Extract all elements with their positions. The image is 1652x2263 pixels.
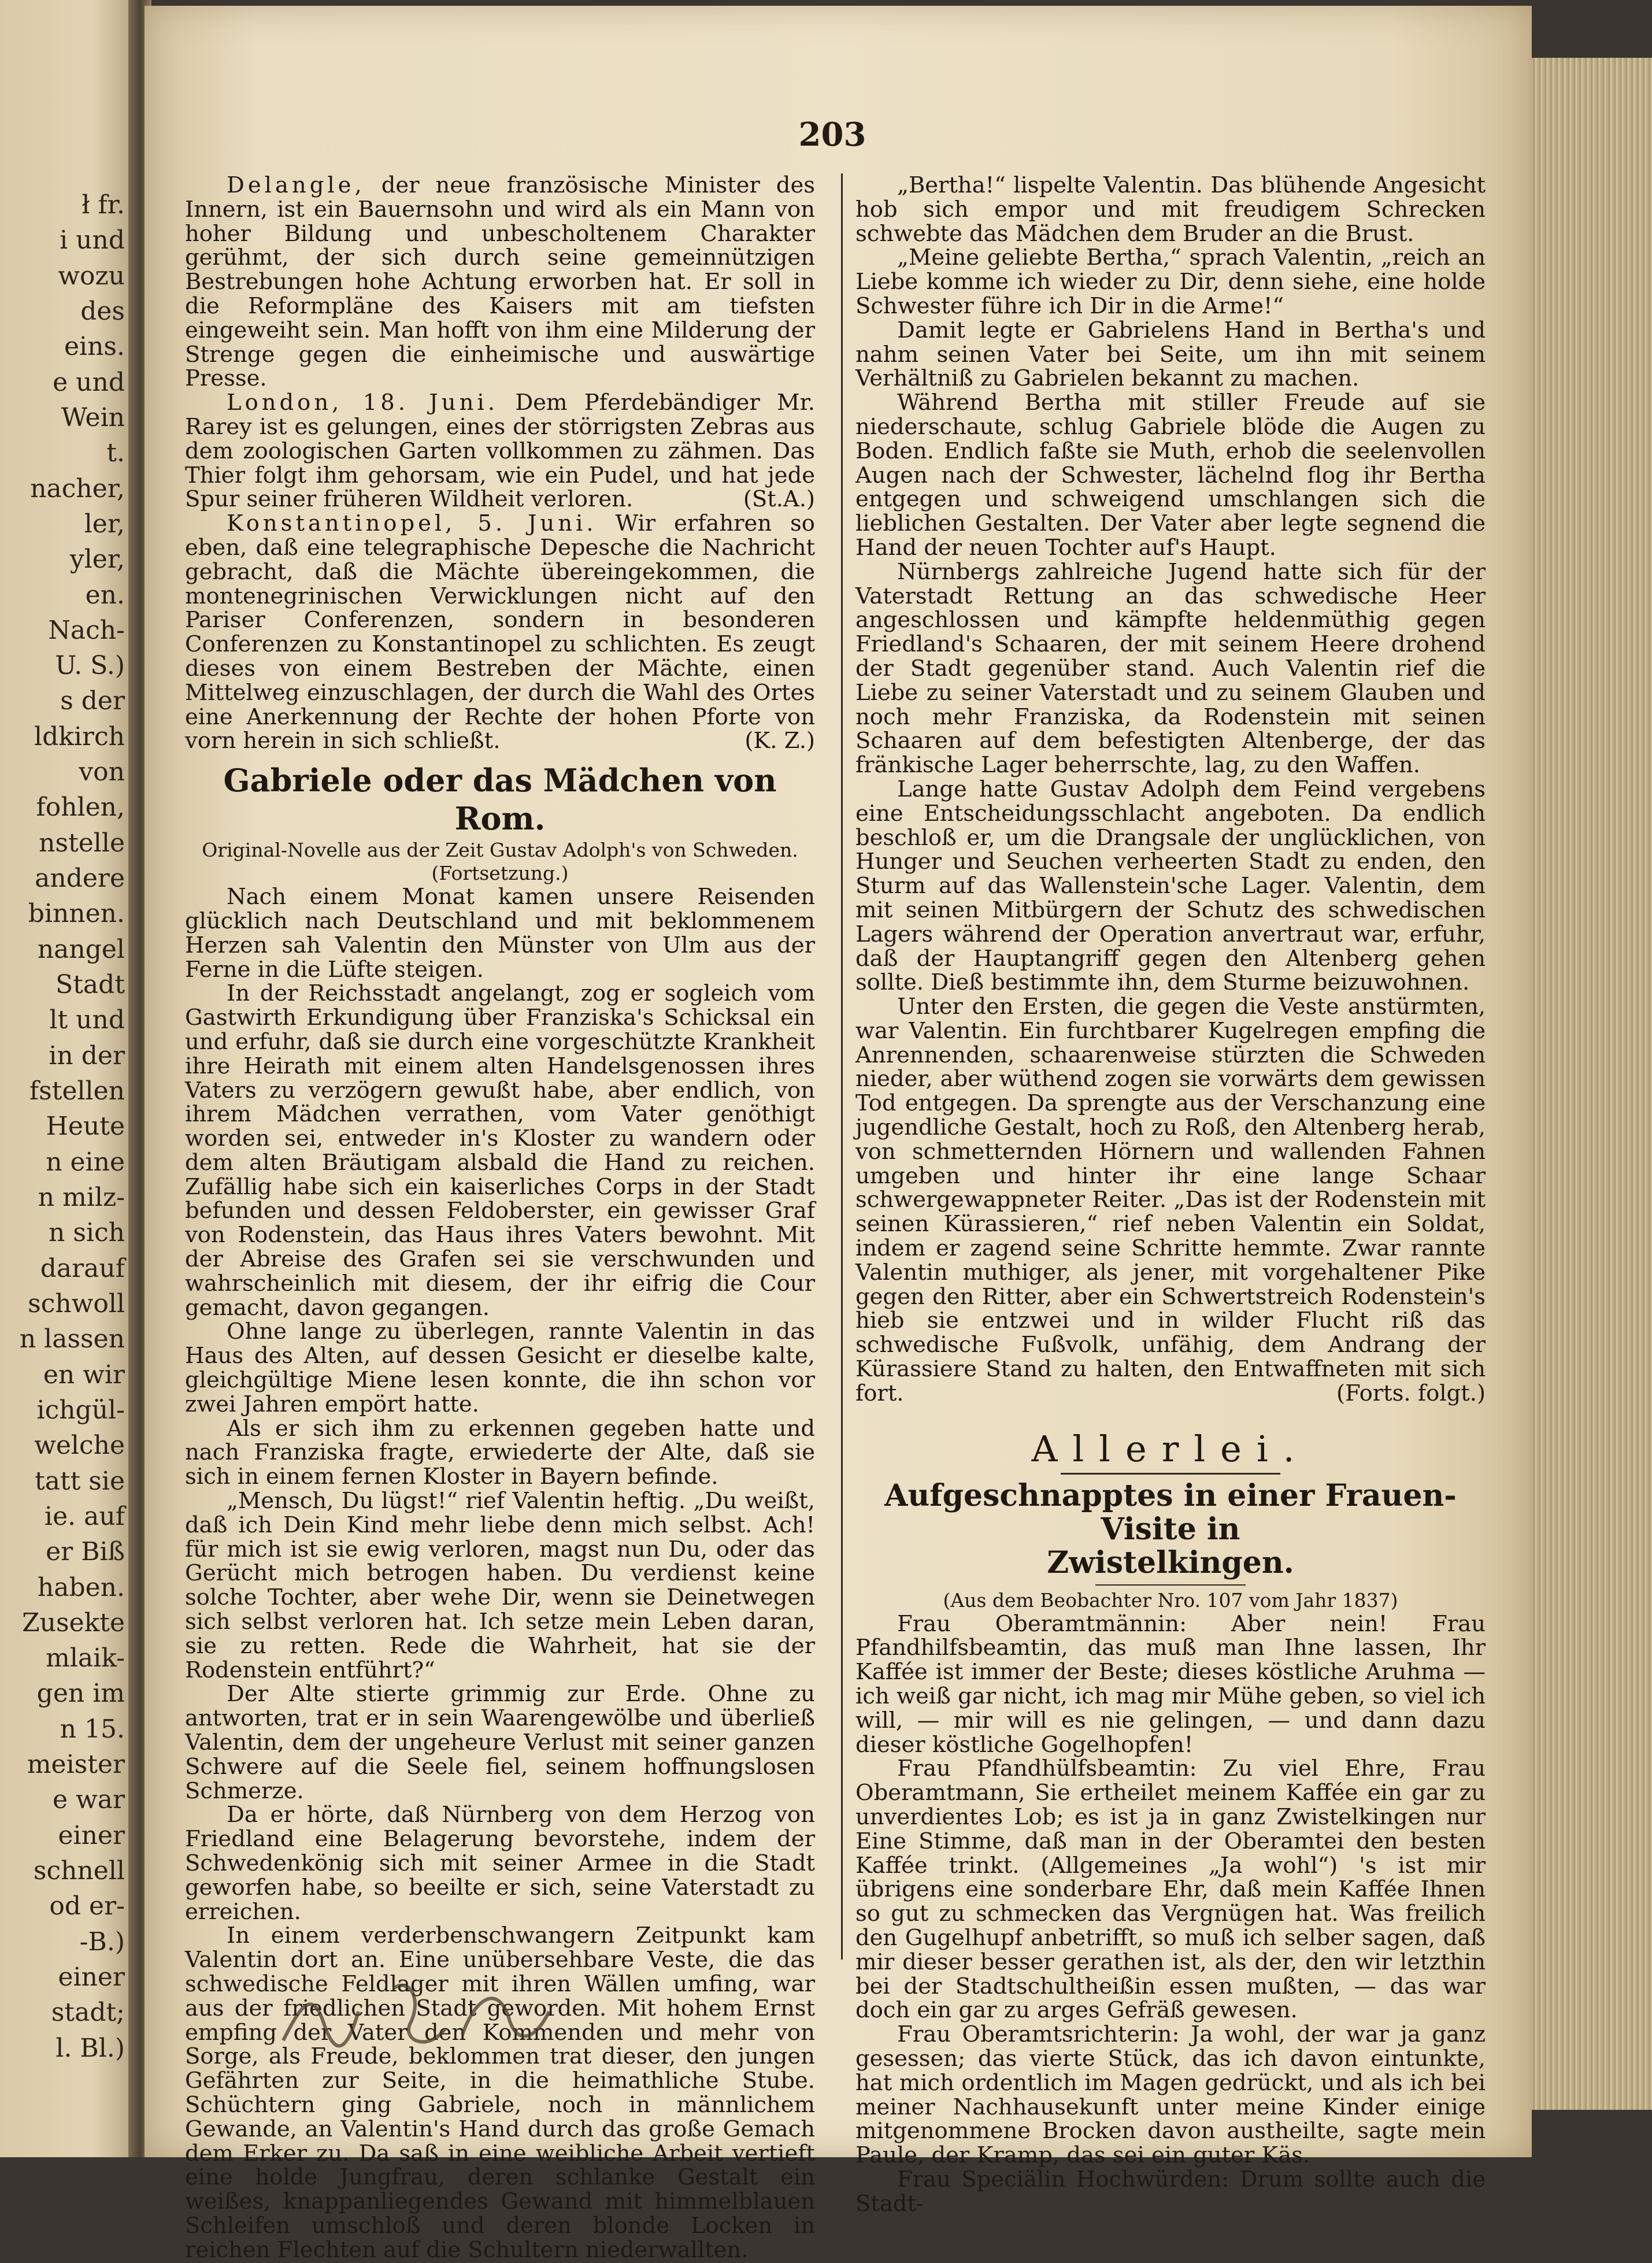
facing-page-fragment: ichgül- xyxy=(36,1395,125,1425)
right-column xyxy=(855,172,1486,2217)
news-text: Dem Pferdebändiger Mr. Rarey ist es gelungen, eines der störrigsten Zebras aus dem zoologischen Garten vollkommen zu zähmen. Das Thier folgt ihm gehorsam, wie ein Pudel, und hat jede Spur seiner früheren Wildheit verloren. xyxy=(185,390,815,513)
allerlei-rule xyxy=(1061,1473,1280,1475)
facing-page-edge xyxy=(0,0,133,2157)
dialogue-paragraph: Frau Pfandhülfsbeamtin: Zu viel Ehre, Frau Oberamtmann, Sie ertheilet meinem Kaffée ein gar zu unverdientes Lob; es ist ja in ganz Zwistelkingen nur Eine Stimme, daß man in der Oberamtei den besten Kaffée trinkt. (Allgemeines „Ja wohl“) 's ist mir übrigens eine sonderbare Ehr, daß mein Kaffée Ihnen so gut zu schmecken das Vergnügen hat. Was freilich den Gugelhupf anbetrifft, so muß ich selber sagen, daß mir dieser besser gerathen ist, als der, den wir letzthin bei der Stadtschultheißin essen mußten, — das war doch ein gar zu arges Gefräß gewesen. xyxy=(855,1755,1486,2024)
story-paragraph: Der Alte stierte grimmig zur Erde. Ohne zu antworten, trat er in sein Waarengewölbe und überließ Valentin, dem der ungeheure Verlust mit seiner ganzen Schwere auf die Seele fiel, seinem hoffnungslosen Schmerze. xyxy=(185,1681,815,1804)
news-text: Wir erfahren so eben, daß eine telegraphische Depesche die Nachricht gebracht, daß die Mächte übereingekommen, die montenegrinischen Verwicklungen nicht auf den Pariser Conferenzen, sondern in besonderen Conferenzen zu Konstantinopel zu schlichten. Es zeugt dieses von einem Bestreben der Mächte, einen Mittelweg einzuschlagen, der durch die Wahl des Ortes eine Anerkennung der Rechte der hohen Pforte von vorn herein in sich schließt. xyxy=(185,510,815,754)
news-item-konstantinopel xyxy=(185,512,815,753)
story-paragraph-final xyxy=(855,995,1486,1406)
allerlei-heading: Allerlei. xyxy=(1031,1427,1310,1470)
story-paragraph: Während Bertha mit stiller Freude auf sie niederschaute, schlug Gabriele blöde die Augen zu Boden. Endlich faßte sie Muth, erhob die seelenvollen Augen nach der Schwester, lächelnd flog ihr Bertha entgegen und schweigend umschlangen sich die lieblichen Gestalten. Der Vater aber legte segnend die Hand der neuen Tochter auf's Haupt. xyxy=(855,390,1486,561)
story-continued: (Fortsetzung.) xyxy=(431,862,569,885)
news-item-london xyxy=(185,391,815,512)
facing-page-fragment: mlaik- xyxy=(46,1643,125,1673)
facing-page-fragment: Wein xyxy=(61,402,125,432)
continued-note: (Forts. folgt.) xyxy=(1336,1380,1486,1406)
facing-page-fragment: fstellen xyxy=(29,1076,125,1106)
facing-page-fragment: ł fr. xyxy=(82,190,125,220)
story-paragraph: „Meine geliebte Bertha,“ sprach Valentin, „reich an Liebe komme ich wieder zu Dir, denn siehe, eine holde Schwester führe ich Dir in die Arme!“ xyxy=(855,245,1486,319)
facing-page-fragment: darauf xyxy=(40,1253,125,1283)
story-paragraph: Nach einem Monat kamen unsere Reisenden glücklich nach Deutschland und mit beklommenem Herzen sah Valentin den Münster von Ulm aus der Ferne in die Lüfte steigen. xyxy=(185,884,815,983)
facing-page-fragment: gen im xyxy=(36,1679,125,1709)
feature-title-rule xyxy=(1095,1584,1246,1586)
facing-page-fragment: l. Bl.) xyxy=(55,2033,125,2063)
facing-page-fragment: lt und xyxy=(49,1005,125,1035)
facing-page-fragment: od er- xyxy=(49,1891,125,1921)
facing-page-fragment: einer xyxy=(58,1820,125,1850)
page-number: 203 xyxy=(798,116,866,154)
handwritten-mark xyxy=(277,1954,578,2069)
facing-page-fragment: in der xyxy=(49,1040,125,1071)
facing-page-fragment: Zusekte xyxy=(22,1608,125,1638)
facing-page-fragment: t. xyxy=(106,438,125,468)
facing-page-fragment: ler, xyxy=(84,509,125,539)
facing-page-fragment: Stadt xyxy=(55,970,125,1000)
facing-page-fragment: von xyxy=(79,757,125,787)
facing-page-fragment: yler, xyxy=(69,545,125,575)
story-paragraph: Lange hatte Gustav Adolph dem Feind vergebens eine Entscheidungsschlacht angeboten. Da endlich beschloß er, um die Drangsale der unglücklichen, von Hunger und Seuchen verheerten Stadt zu enden, den Sturm auf das Wallenstein'sche Lager. Valentin, dem mit seinen Mitbürgern der Schutz des schwedischen Lagers während der Operation anvertraut war, erfuhr, daß der Hauptangriff gegen den Altenberg gehen sollte. Dieß bestimmte ihn, dem Sturme beizuwohnen. xyxy=(855,776,1486,996)
news-dateline: Konstantinopel, 5. Juni. xyxy=(227,510,597,537)
news-dateline: Delangle, xyxy=(227,172,365,198)
story-paragraph: „Bertha!“ lispelte Valentin. Das blühende Angesicht hob sich empor und mit freudigem Schrecken schwebte das Mädchen dem Bruder an die Brust. xyxy=(855,172,1486,247)
dialogue-paragraph: Frau Oberamtmännin: Aber nein! Frau Pfandhilfsbeamtin, das muß man Ihne lassen, Ihr Kaffée ist immer der Beste; dieses köstliche Aruhma — ich weiß gar nicht, ich mag mir Mühe geben, so viel ich will, — mir will es nie gelingen, — und dann dazu dieser köstliche Gogelhopfen! xyxy=(855,1610,1486,1758)
story-paragraph: In einem verderbenschwangern Zeitpunkt kam Valentin dort an. Eine unübersehbare Veste, die das schwedische Feldlager mit ihren Wällen umfing, war aus der friedlichen Stadt geworden. Mit hohem Ernst empfing der Vater den Kommenden und mehr von Sorge, als Freude, beklommen trat dieser, den jungen Gefährten zur Seite, in die heimathliche Stube. Schüchtern ging Gabriele, noch in männlichem Gewande, an Valentin's Hand durch das große Gemach dem Erker zu. Da saß in eine weibliche Arbeit vertieft eine holde Jungfrau, deren schlanke Gestalt ein weißes, knappanliegendes Gewand mit himmelblauen Schleifen umschloß und deren blonde Locken in reichen Flechten auf die Schultern niederwallten. xyxy=(185,1923,815,2263)
feature-source: (Aus dem Beobachter Nro. 107 vom Jahr 1837) xyxy=(943,1588,1398,1612)
facing-page-fragment: ie. auf xyxy=(45,1501,125,1531)
story-subtitle: Original-Novelle aus der Zeit Gustav Adolph's von Schweden. xyxy=(202,839,798,862)
story-paragraph: „Mensch, Du lügst!“ rief Valentin heftig. „Du weißt, daß ich Dein Kind mehr liebe denn mich selbst. Ach! für mich ist sie ewig verloren, magst nun Du, oder das Gerücht mich betrogen haben. Du verdienst keine solche Tochter, aber wehe Dir, wenn sie Deinetwegen sich selbst verloren hat. Ich setze mein Leben daran, sie zu retten. Rede die Wahrheit, hat sie der Rodenstein entführt?“ xyxy=(185,1488,815,1683)
facing-page-fragment: welche xyxy=(34,1431,125,1461)
left-column xyxy=(185,172,815,2263)
facing-page-fragment: wozu xyxy=(58,261,125,291)
facing-page-fragment: schwoll xyxy=(28,1288,125,1318)
facing-page-fragment: en. xyxy=(85,580,125,610)
news-source: (K. Z.) xyxy=(744,728,815,754)
news-source: (St.A.) xyxy=(743,486,815,513)
story-paragraph: Nürnbergs zahlreiche Jugend hatte sich für der Vaterstadt Rettung an das schwedische Heer angeschlossen und kämpfte heldenmüthig gegen Friedland's Schaaren, der mit seinem Heere drohend der Stadt gegenüber stand. Auch Valentin rief die Liebe zu seiner Vaterstadt und zu seinem Glauben und noch mehr Franziska, da Rodenstein mit seinen Schaaren auf dem befestigten Altenberge, der das fränkische Lager beherrschte, lag, zu den Waffen. xyxy=(855,558,1486,779)
story-paragraph: Da er hörte, daß Nürnberg von dem Herzog von Friedland eine Belagerung bevorstehe, indem der Schwedenkönig sich mit seiner Armee in die Stadt geworfen habe, so beeilte er sich, seine Vaterstadt zu erreichen. xyxy=(185,1802,815,1925)
facing-page-fragment: haben. xyxy=(37,1572,125,1602)
story-paragraph: Ohne lange zu überlegen, rannte Valentin in das Haus des Alten, auf dessen Gesicht er dieselbe kalte, gleichgültige Miene lesen konnte, die ihn schon vor zwei Jahren empört hatte. xyxy=(185,1318,815,1417)
facing-page-fragment: i und xyxy=(60,225,125,255)
dialogue-paragraph: Frau Oberamtsrichterin: Ja wohl, der war ja ganz gesessen; das vierte Stück, das ich davon eintunkte, hat mich ordentlich im Magen gedrückt, und als ich bei meiner Nachhausekunft unter meine Kinder einige mitgenommene Brocken davon austheilte, sagte mein Paule, der Kramp, das sei ein guter Käs. xyxy=(855,2021,1486,2169)
facing-page-fragment: s der xyxy=(60,686,125,716)
facing-page-fragment: Nach- xyxy=(48,615,125,645)
facing-page-fragment: einer xyxy=(58,1962,125,1992)
facing-page-fragment: nacher, xyxy=(30,473,125,503)
facing-page-fragment: -B.) xyxy=(79,1927,125,1957)
news-item-delangle xyxy=(185,173,815,391)
story-paragraph-text: Unter den Ersten, die gegen die Veste anstürmten, war Valentin. Ein furchtbarer Kugelregen empfing die Anrennenden, schaarenweise stürzten die Schweden nieder, aber wüthend zogen sie vorwärts dem gewissen Tod entgegen. Da sprengte aus der Verschanzung eine jugendliche Gestalt, hoch zu Roß, den Altenberg herab, von schmetternden Hörnern und wallenden Fahnen umgeben und hinter ihr eine lange Schaar schwergewappneter Reiter. „Das ist der Rodenstein mit seinen Kürassieren,“ rief neben Valentin ein Soldat, indem er zagend seine Schritte hemmte. Zwar rannte Valentin muthiger, als jener, mit vorgehaltener Pike gegen den Ritter, aber ein Schwertstreich Rodenstein's hieb sie entzwei und in wilder Flucht riß das schwedische Fußvolk, unfähig, dem Andrang der Kürassiere Stand zu halten, den Entwaffneten mit sich fort. xyxy=(855,994,1486,1406)
news-dateline: London, 18. Juni. xyxy=(227,390,498,416)
story-title: Gabriele oder das Mädchen von Rom. xyxy=(223,762,777,838)
facing-page-fragment: en wir xyxy=(43,1360,125,1390)
facing-page-fragment: andere xyxy=(35,864,125,894)
facing-page-fragment: n lassen xyxy=(19,1324,125,1354)
facing-page-fragment: eins. xyxy=(64,332,125,362)
dialogue-paragraph: Frau Speciälin Hochwürden: Drum sollte auch die Stadt- xyxy=(855,2166,1486,2217)
story-paragraph: In der Reichsstadt angelangt, zog er sogleich vom Gastwirth Erkundigung über Franziska's Schicksal ein und erfuhr, daß sie durch eine vorgeschützte Krankheit ihre Heirath mit einem alten Handelsgenossen ihres Vaters zu verzögern gewußt habe, aber endlich, von ihrem Mädchen verrathen, vom Vater genöthigt worden sei, entweder in's Kloster zu wandern oder dem alten Bräutigam alsbald die Hand zu reichen. Zufällig habe sich ein kaiserliches Corps in der Stadt befunden und dessen Feldoberster, ein gewisser Graf von Rodenstein, das Haus ihres Vaters bewohnt. Mit der Abreise des Grafen sei sie verschwunden und wahrscheinlich mit diesem, der ihr eifrig die Cour gemacht, davon gegangen. xyxy=(185,980,815,1321)
facing-page-fragment: meister xyxy=(27,1750,125,1780)
feature-title-line-2: Zwistelkingen. xyxy=(1047,1545,1294,1580)
facing-page-fragment: binnen. xyxy=(28,899,125,929)
facing-page-fragment: n milz- xyxy=(38,1182,125,1212)
facing-page-fragment: fohlen, xyxy=(36,792,125,823)
facing-page-fragment: des xyxy=(80,296,125,326)
facing-page-fragment: n sich xyxy=(49,1218,125,1248)
facing-page-fragment: U. S.) xyxy=(55,651,125,681)
facing-page-fragment: n eine xyxy=(46,1147,125,1177)
column-divider xyxy=(841,173,843,1960)
page-edges xyxy=(1532,58,1652,2110)
story-paragraph: Damit legte er Gabrielens Hand in Bertha's und nahm seinen Vater bei Seite, um ihn mit seinem Verhältniß zu Gabrielen bekannt zu machen. xyxy=(855,317,1486,392)
feature-title-line-1: Aufgeschnapptes in einer Frauen-Visite in xyxy=(884,1477,1457,1547)
facing-page-fragment: e und xyxy=(53,367,125,397)
facing-page-fragment: tatt sie xyxy=(35,1466,125,1496)
facing-page-fragment: stadt; xyxy=(51,1998,125,2028)
facing-page-fragment: nangel xyxy=(37,934,125,964)
facing-page-fragment: schnell xyxy=(33,1856,125,1886)
facing-page-fragment: n 15. xyxy=(60,1714,125,1744)
story-paragraph: Als er sich ihm zu erkennen gegeben hatte und nach Franziska fragte, erwiederte der Alte, daß sie sich in einem fernen Kloster in Bayern befinde. xyxy=(185,1415,815,1490)
news-text: der neue französische Minister des Innern, ist ein Bauernsohn und wird als ein Mann von hoher Bildung und unbescholtenem Charakter gerühmt, der sich durch seine gemeinnützigen Bestrebungen hohe Achtung erworben hat. Er soll in die Reformpläne des Kaisers mit am tiefsten eingeweiht sein. Man hofft von ihm eine Milderung der Strenge gegen die einheimische und auswärtige Presse. xyxy=(185,172,815,392)
facing-page-fragment: ldkirch xyxy=(34,721,125,751)
facing-page-fragment: Heute xyxy=(46,1112,125,1142)
facing-page-fragment: e war xyxy=(53,1785,125,1815)
facing-page-fragment: er Biß xyxy=(46,1537,125,1567)
facing-page-fragment: nstelle xyxy=(39,828,125,858)
